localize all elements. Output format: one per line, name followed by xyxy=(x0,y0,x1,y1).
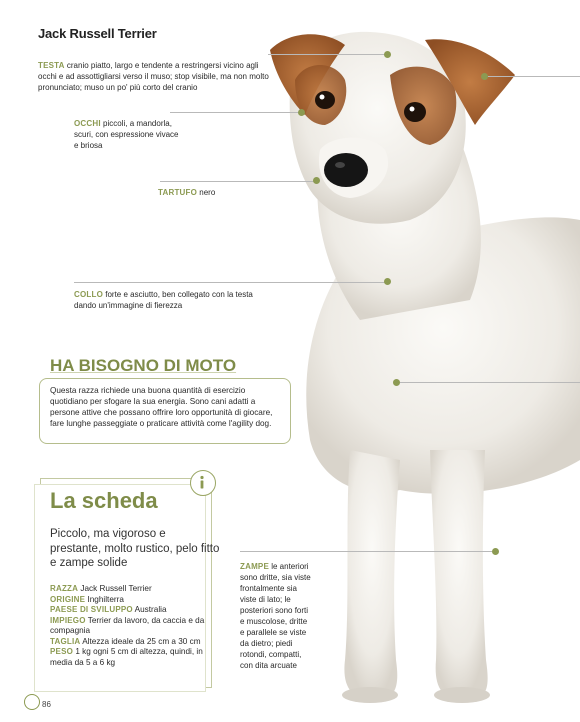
callout-collo-text: forte e asciutto, ben collegato con la testa dando un'immagine di fierezza xyxy=(74,290,253,310)
scheda-row-value: Australia xyxy=(134,605,167,614)
callout-testa-text: cranio piatto, largo e tendente a restringersi vicino agli occhi e ad assottigliarsi verso il muso; stop visibile, ma non molto pronunciato; muso un po' più corto del cranio xyxy=(38,61,269,92)
scheda-list xyxy=(50,584,215,668)
scheda-row-value: Altezza ideale da 25 cm a 30 cm xyxy=(82,636,201,646)
page-number: 86 xyxy=(42,700,51,709)
callout-testa-label: TESTA xyxy=(38,61,65,70)
scheda-row-impiego xyxy=(50,616,215,637)
info-icon xyxy=(190,470,216,496)
callout-zampe-line xyxy=(240,551,492,552)
ear-dot xyxy=(481,73,488,80)
callout-tartufo-dot xyxy=(313,177,320,184)
callout-collo-line xyxy=(74,282,386,283)
callout-occhi-line xyxy=(170,112,300,113)
callout-testa xyxy=(38,60,273,93)
callout-testa-line xyxy=(268,54,386,55)
moto-title: HA BISOGNO DI MOTO xyxy=(50,356,237,375)
callout-zampe-dot xyxy=(492,548,499,555)
callout-tartufo-text: nero xyxy=(199,188,216,197)
callout-tartufo-line xyxy=(160,181,314,182)
scheda-row-label: IMPIEGO xyxy=(50,615,86,625)
magazine-logo-icon xyxy=(24,694,40,710)
scheda-row-label: ORIGINE xyxy=(50,594,86,604)
callout-zampe xyxy=(240,561,312,671)
scheda-row-paese xyxy=(50,605,215,616)
callout-occhi-dot xyxy=(298,109,305,116)
moto-text: Questa razza richiede una buona quantità di esercizio quotidiano per sfogare la sua energia. Sono cani adatti a persone attive che possano offrire loro opportunità di giocare, fare lunghe passeggiate o praticare attività come l'agility dog. xyxy=(50,386,273,428)
callout-occhi-text: piccoli, a mandorla, scuri, con espressione vivace e briosa xyxy=(74,119,179,150)
callout-occhi xyxy=(74,118,182,151)
callout-collo-dot xyxy=(384,278,391,285)
chest-dot xyxy=(393,379,400,386)
callout-zampe-text: le anteriori sono dritte, sia viste frontalmente sia viste di lato; le posteriori sono forti e muscolose, dritte e parallele se viste da dietro; piedi rotondi, compatti, con dita arcuate xyxy=(240,562,311,670)
scheda-row-label: TAGLIA xyxy=(50,636,81,646)
scheda-row-taglia xyxy=(50,637,215,648)
callout-testa-dot xyxy=(384,51,391,58)
scheda-title: La scheda xyxy=(50,488,158,513)
scheda-row-peso xyxy=(50,647,215,668)
callout-zampe-label: ZAMPE xyxy=(240,562,269,571)
ear-line xyxy=(488,76,580,77)
page-title: Jack Russell Terrier xyxy=(38,26,157,41)
callout-tartufo-label: TARTUFO xyxy=(158,188,198,197)
chest-line xyxy=(400,382,580,383)
callout-tartufo xyxy=(158,187,238,198)
scheda-row-origine xyxy=(50,595,215,606)
scheda-row-razza xyxy=(50,584,215,595)
scheda-row-label: PESO xyxy=(50,647,74,656)
scheda-row-value: Inghilterra xyxy=(87,594,124,604)
callout-collo xyxy=(74,289,254,311)
scheda-subtitle: Piccolo, ma vigoroso e prestante, molto rustico, pelo fitto e zampe solide xyxy=(50,528,220,569)
scheda-row-value: Terrier da lavoro, da caccia e da compagnia xyxy=(50,615,205,635)
scheda-row-value: Jack Russell Terrier xyxy=(80,584,152,593)
scheda-row-label: PAESE DI SVILUPPO xyxy=(50,605,133,614)
callout-collo-label: COLLO xyxy=(74,290,103,299)
callout-occhi-label: OCCHI xyxy=(74,119,101,128)
scheda-row-label: RAZZA xyxy=(50,584,79,593)
scheda-row-value: 1 kg ogni 5 cm di altezza, quindi, in media da 5 a 6 kg xyxy=(50,647,203,667)
